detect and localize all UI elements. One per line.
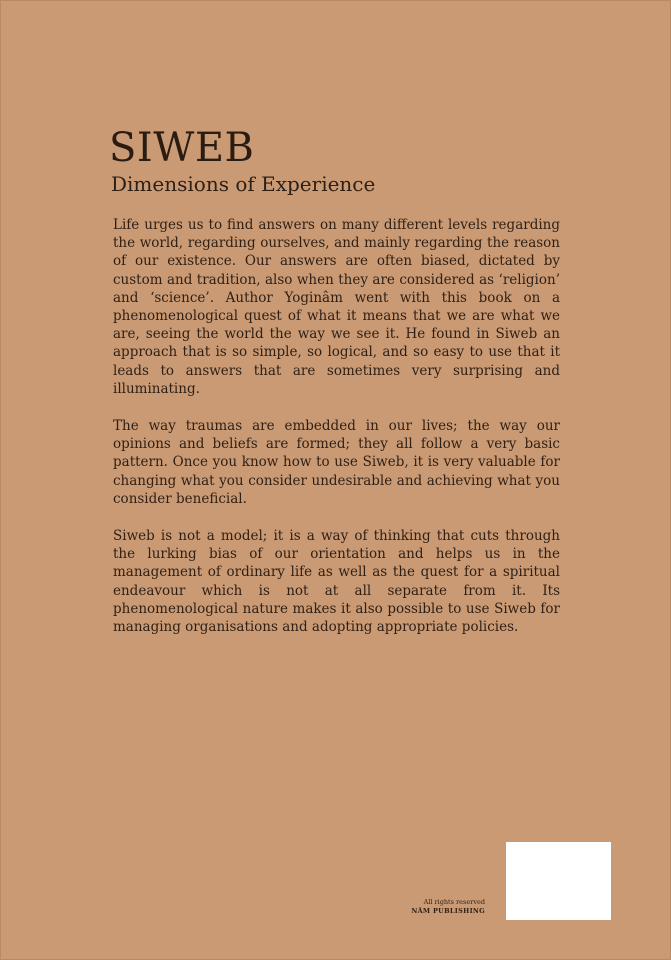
rights-reserved: All rights reserved bbox=[423, 898, 485, 906]
blurb-paragraph-1: Life urges us to find answers on many different levels regarding the world, regarding ourselves, and mainly regarding the reason of our existence. Our answers are often biased, dictated by custom and tradition, also when they are considered as ‘religion’ and ‘science’. Author Yoginâm went with this book on a phenomenological quest of what it means that we are what we are, seeing the world the way we see it. He found in Siweb an approach that is so simple, so logical, and so easy to use that it leads to answers that are sometimes very surprising and illuminating. bbox=[113, 217, 560, 397]
blurb bbox=[113, 216, 560, 655]
blurb-paragraph-3: Siweb is not a model; it is a way of thinking that cuts through the lurking bias of our orientation and helps us in the management of ordinary life as well as the quest for a spiritual endeavour which is not at all separate from it. Its phenomenological nature makes it also possible to use Siweb for managing organisations and adopting appropriate policies. bbox=[113, 528, 560, 636]
imprint bbox=[411, 898, 485, 916]
publisher-name: NÂM PUBLISHING bbox=[411, 907, 485, 915]
book-title: SIWEB bbox=[109, 125, 255, 171]
barcode-area bbox=[506, 842, 611, 920]
book-subtitle: Dimensions of Experience bbox=[111, 172, 376, 196]
blurb-paragraph-2: The way traumas are embedded in our lives; the way our opinions and beliefs are formed; they all follow a very basic pattern. Once you know how to use Siweb, it is very valuable for changing what you consider undesirable and achieving what you consider beneficial. bbox=[113, 418, 560, 507]
